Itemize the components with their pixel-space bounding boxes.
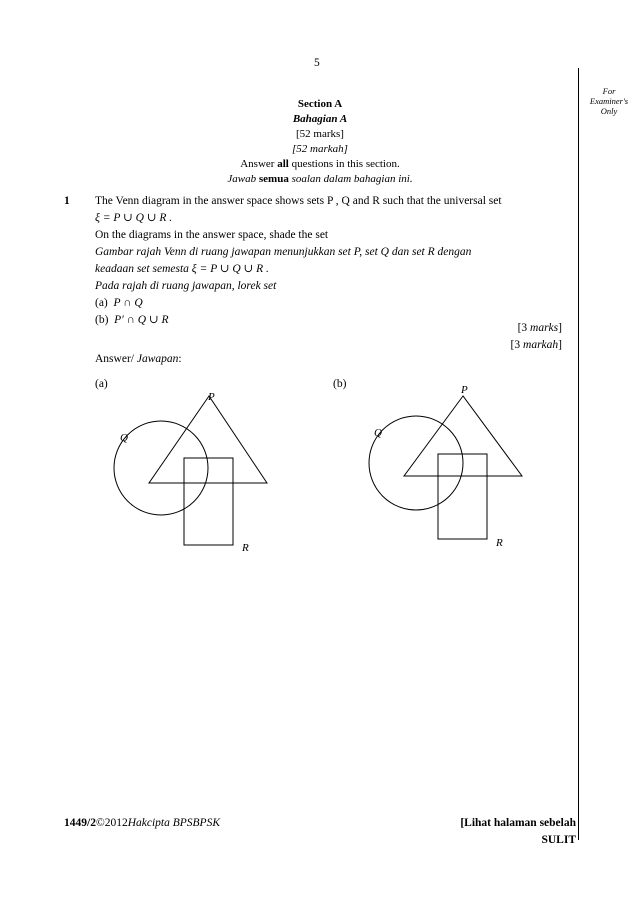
q-line-4: Gambar rajah Venn di ruang jawapan menunjukkan set P, set Q dan set R dengan [95, 246, 472, 258]
bahagian-title: Bahagian A [292, 113, 348, 125]
page-number: 5 [314, 57, 320, 69]
footer-right [460, 816, 576, 850]
question-number: 1 [64, 195, 70, 207]
marks-my-q: [3 markah] [510, 339, 562, 351]
q-line-3: On the diagrams in the answer space, shade the set [95, 229, 329, 241]
marks-en: [52 marks] [296, 128, 344, 140]
q-line-1: The Venn diagram in the answer space shows sets P , Q and R such that the universal set [95, 195, 502, 207]
set-p-label: P [208, 391, 215, 403]
set-q-circle [114, 421, 208, 515]
set-q-circle [369, 416, 463, 510]
q-line-6: Pada rajah di ruang jawapan, lorek set [95, 280, 277, 292]
section-header [170, 97, 470, 187]
part-a: (a) P ∩ Q [95, 297, 143, 309]
set-r-label: R [242, 542, 249, 554]
set-p-label: P [461, 384, 468, 396]
answer-label: Answer/ Jawapan: [95, 353, 182, 365]
instruction-en: Answer all questions in this section. [240, 158, 400, 170]
set-r-label: R [496, 537, 503, 549]
question-body [95, 194, 502, 330]
marks-my: [52 markah] [292, 143, 348, 155]
marks-box [511, 321, 562, 355]
set-r-rectangle [184, 458, 233, 545]
marks-en-q: [3 marks] [517, 322, 562, 334]
q-line-2: ξ = P ∪ Q ∪ R . [95, 212, 173, 224]
footer-code: 1449/2©2012Hakcipta BPSBPSK [64, 817, 221, 829]
set-q-label: Q [120, 432, 128, 444]
venn-diagram-a [100, 380, 290, 560]
q-line-5: keadaan set semesta ξ = P ∪ Q ∪ R . [95, 263, 269, 275]
section-title: Section A [297, 98, 343, 110]
diagram-b-label: (b) [333, 378, 347, 390]
set-q-label: Q [374, 427, 382, 439]
part-b: (b) P′ ∩ Q ∪ R [95, 314, 169, 326]
examiner-note: For Examiner's Only [589, 86, 629, 116]
instruction-my: Jawab semua soalan dalam bahagian ini. [227, 173, 413, 185]
diagram-a-label: (a) [95, 378, 108, 390]
footer-sulit: SULIT [541, 834, 576, 846]
examiner-margin-line [578, 68, 579, 840]
venn-diagram-b [355, 380, 545, 560]
footer-lihat: [Lihat halaman sebelah [460, 817, 576, 829]
